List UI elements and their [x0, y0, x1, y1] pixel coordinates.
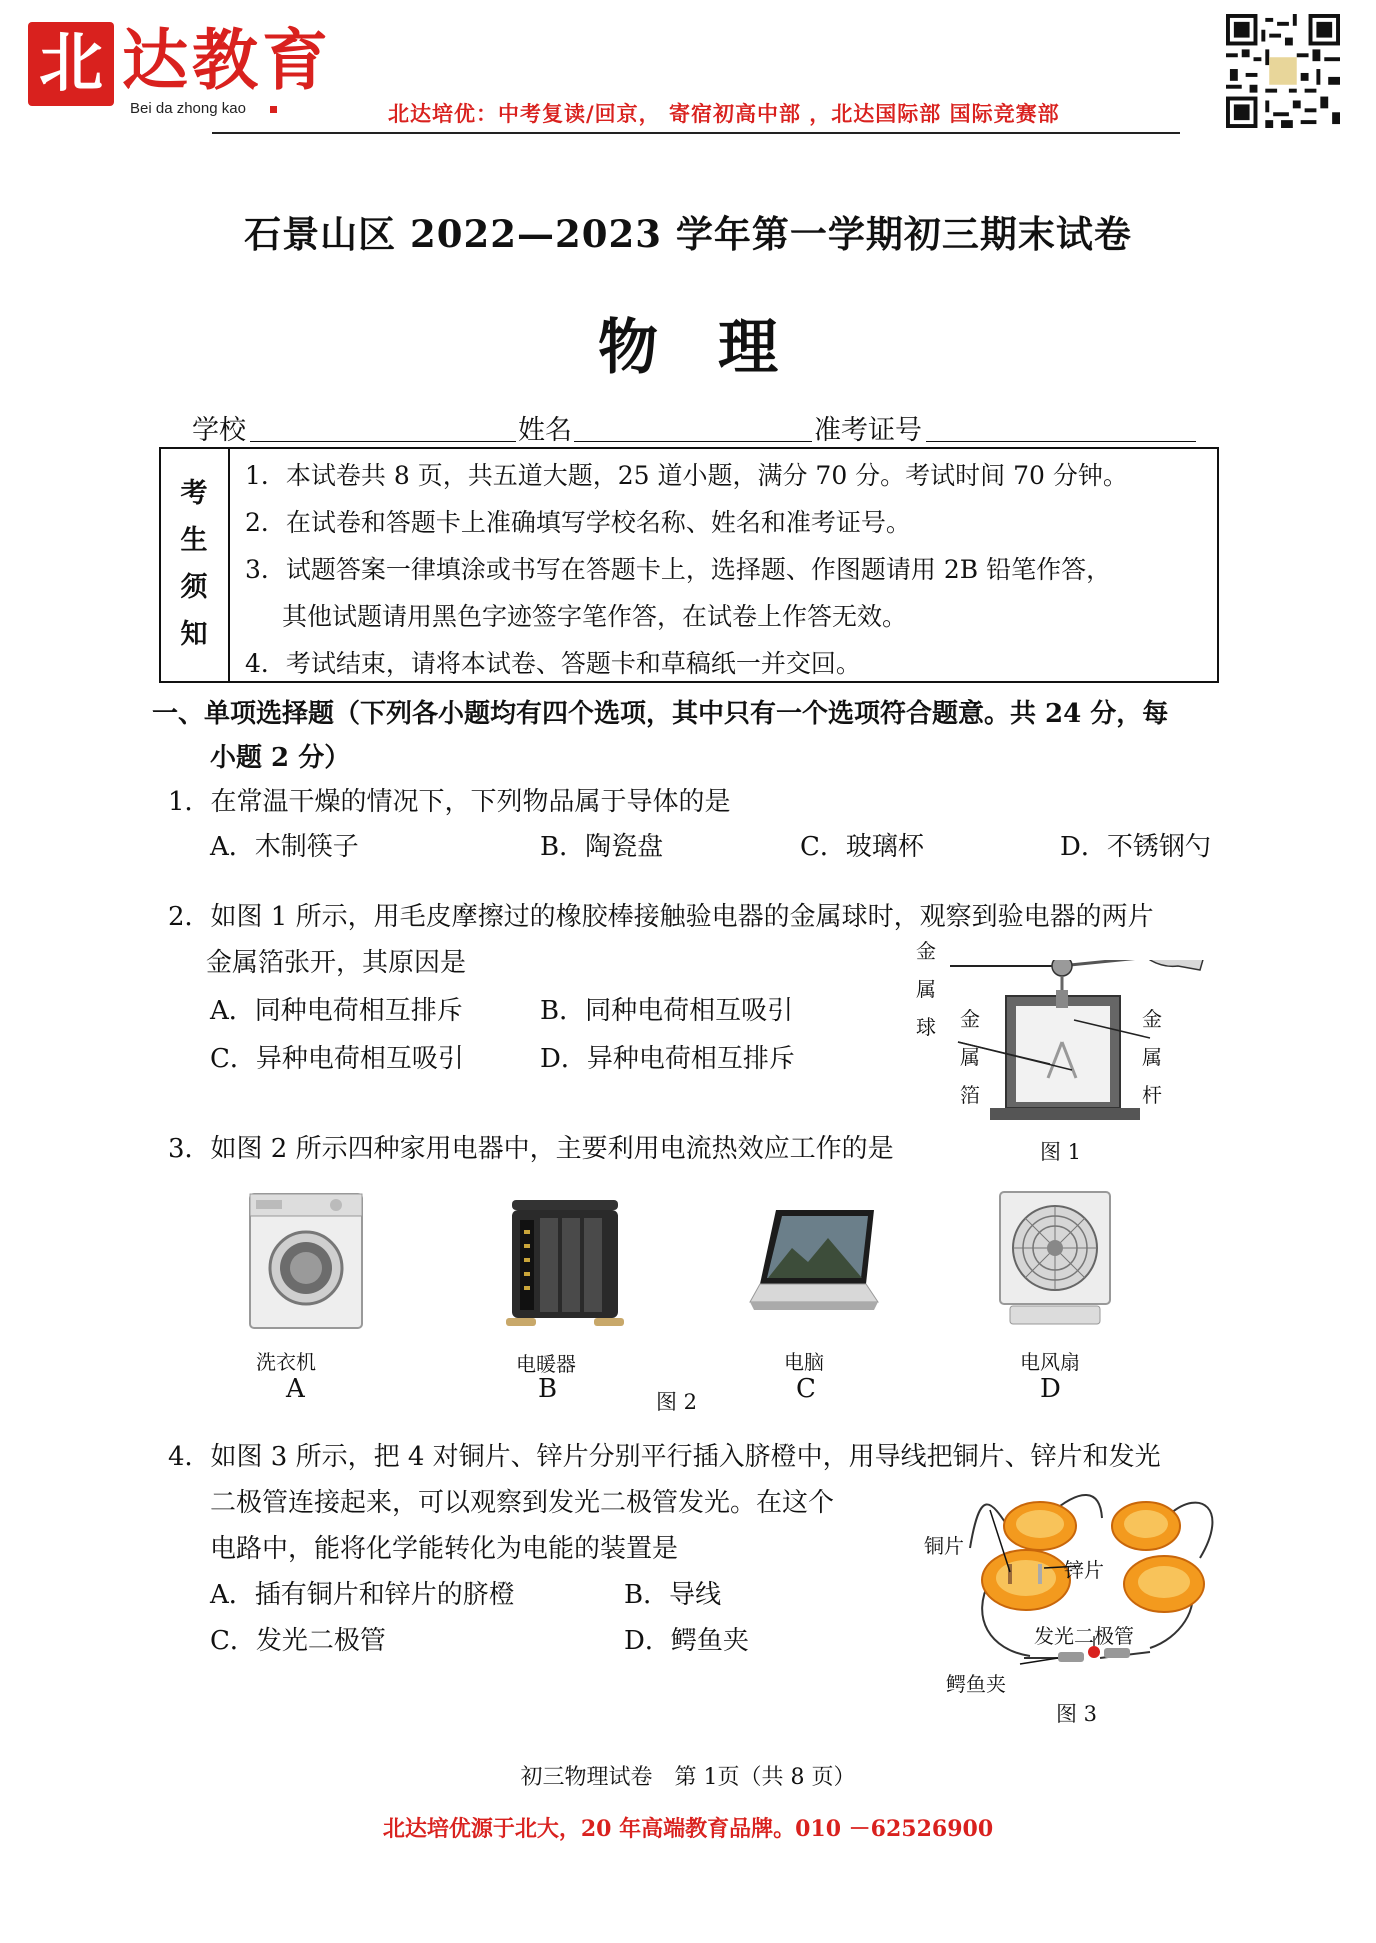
- q1-option-a: A．木制筷子: [210, 832, 359, 862]
- question-1-stem: 1．在常温干燥的情况下，下列物品属于导体的是: [168, 787, 731, 817]
- qr-code-icon: [1226, 14, 1340, 128]
- washing-machine-icon: [248, 1192, 364, 1330]
- appliance-c-name: 电脑: [784, 1350, 824, 1374]
- question-4-stem-cont2: 电路中，能将化学能转化为电能的装置是: [210, 1534, 679, 1564]
- q1-option-c: C．玻璃杯: [800, 832, 924, 862]
- electric-fan-icon: [996, 1190, 1114, 1328]
- logo-pinyin: Bei da zhong kao: [130, 100, 246, 117]
- appliance-a-letter: A: [286, 1374, 305, 1404]
- exam-title: 石景山区 2022—2023 学年第一学期初三期末试卷: [244, 212, 1132, 256]
- q4-option-a: A．插有铜片和锌片的脐橙: [210, 1580, 515, 1610]
- notice-heading: 考 生 须 知: [180, 478, 208, 650]
- header-tagline: 北达培优：中考复读/回京， 寄宿初高中部 ，北达国际部 国际竞赛部: [388, 101, 1060, 126]
- name-field-line: [574, 441, 812, 442]
- school-field-label: 学校: [192, 415, 246, 446]
- logo-text: 达教育: [122, 21, 332, 99]
- q4-option-b: B．导线: [624, 1580, 722, 1610]
- label-zinc-plate: 锌片: [1064, 1558, 1104, 1582]
- appliance-d-name: 电风扇: [1020, 1350, 1080, 1374]
- id-field-line: [926, 441, 1196, 442]
- appliance-a-name: 洗衣机: [256, 1350, 316, 1374]
- q2-option-c: C．异种电荷相互吸引: [210, 1044, 464, 1074]
- label-copper-plate: 铜片: [924, 1534, 964, 1558]
- question-4-stem-cont: 二极管连接起来，可以观察到发光二极管发光。在这个: [210, 1488, 835, 1518]
- header-rule: [212, 132, 1180, 134]
- appliance-c-letter: C: [796, 1374, 816, 1404]
- label-metal-ball: 金 属 球: [916, 939, 936, 1039]
- appliance-b-letter: B: [538, 1374, 558, 1404]
- question-4-stem: 4．如图 3 所示，把 4 对铜片、锌片分别平行插入脐橙中，用导线把铜片、锌片和发光: [168, 1442, 1161, 1472]
- appliance-d-letter: D: [1040, 1374, 1061, 1404]
- id-field-label: 准考证号: [814, 415, 922, 446]
- question-2-stem: 2．如图 1 所示，用毛皮摩擦过的橡胶棒接触验电器的金属球时，观察到验电器的两片: [168, 902, 1154, 932]
- logo-mark: 北: [28, 22, 114, 106]
- logo-dot: [270, 106, 277, 113]
- q4-option-d: D．鳄鱼夹: [624, 1626, 749, 1656]
- electroscope-figure: [950, 960, 1210, 1120]
- q4-option-c: C．发光二极管: [210, 1626, 386, 1656]
- q1-option-b: B．陶瓷盘: [540, 832, 664, 862]
- figure-1-caption: 图 1: [1040, 1140, 1082, 1164]
- q2-option-b: B．同种电荷相互吸引: [540, 996, 794, 1026]
- question-2-stem-cont: 金属箔张开，其原因是: [206, 948, 467, 978]
- section-heading: 一、单项选择题（下列各小题均有四个选项，其中只有一个选项符合题意。共 24 分，每 小题 2 分）: [152, 699, 1169, 773]
- q2-option-a: A．同种电荷相互排斥: [210, 996, 463, 1026]
- notice-item: 2．在试卷和答题卡上准确填写学校名称、姓名和准考证号。: [245, 508, 911, 537]
- label-metal-foil: 金 属 箔: [960, 1007, 980, 1107]
- label-led: 发光二极管: [1034, 1624, 1134, 1648]
- page-number: 初三物理试卷 第 1页（共 8 页）: [520, 1765, 856, 1790]
- notice-item: 4．考试结束，请将本试卷、答题卡和草稿纸一并交回。: [245, 649, 861, 678]
- figure-2-caption: 图 2: [656, 1390, 698, 1414]
- label-alligator-clip: 鳄鱼夹: [946, 1672, 1006, 1696]
- appliance-b-name: 电暖器: [516, 1352, 576, 1376]
- footer-advert: 北达培优源于北大，20 年高端教育品牌。010 －62526900: [382, 1816, 994, 1842]
- notice-item: 其他试题请用黑色字迹签字笔作答，在试卷上作答无效。: [282, 602, 908, 631]
- notice-item: 3．试题答案一律填涂或书写在答题卡上，选择题、作图题请用 2B 铅笔作答，: [245, 555, 1112, 584]
- name-field-label: 姓名: [518, 415, 572, 446]
- question-3-stem: 3．如图 2 所示四种家用电器中，主要利用电流热效应工作的是: [168, 1134, 894, 1164]
- figure-3-caption: 图 3: [1056, 1702, 1098, 1726]
- notice-item: 1．本试卷共 8 页，共五道大题，25 道小题，满分 70 分。考试时间 70 分钟。: [245, 461, 1128, 490]
- laptop-icon: [744, 1206, 880, 1316]
- label-metal-rod: 金 属 杆: [1142, 1007, 1162, 1107]
- q2-option-d: D．异种电荷相互排斥: [540, 1044, 795, 1074]
- subject-title: 物理: [598, 313, 838, 383]
- school-field-line: [250, 441, 516, 442]
- q1-option-d: D．不锈钢勺: [1060, 832, 1211, 862]
- electric-heater-icon: [506, 1196, 624, 1332]
